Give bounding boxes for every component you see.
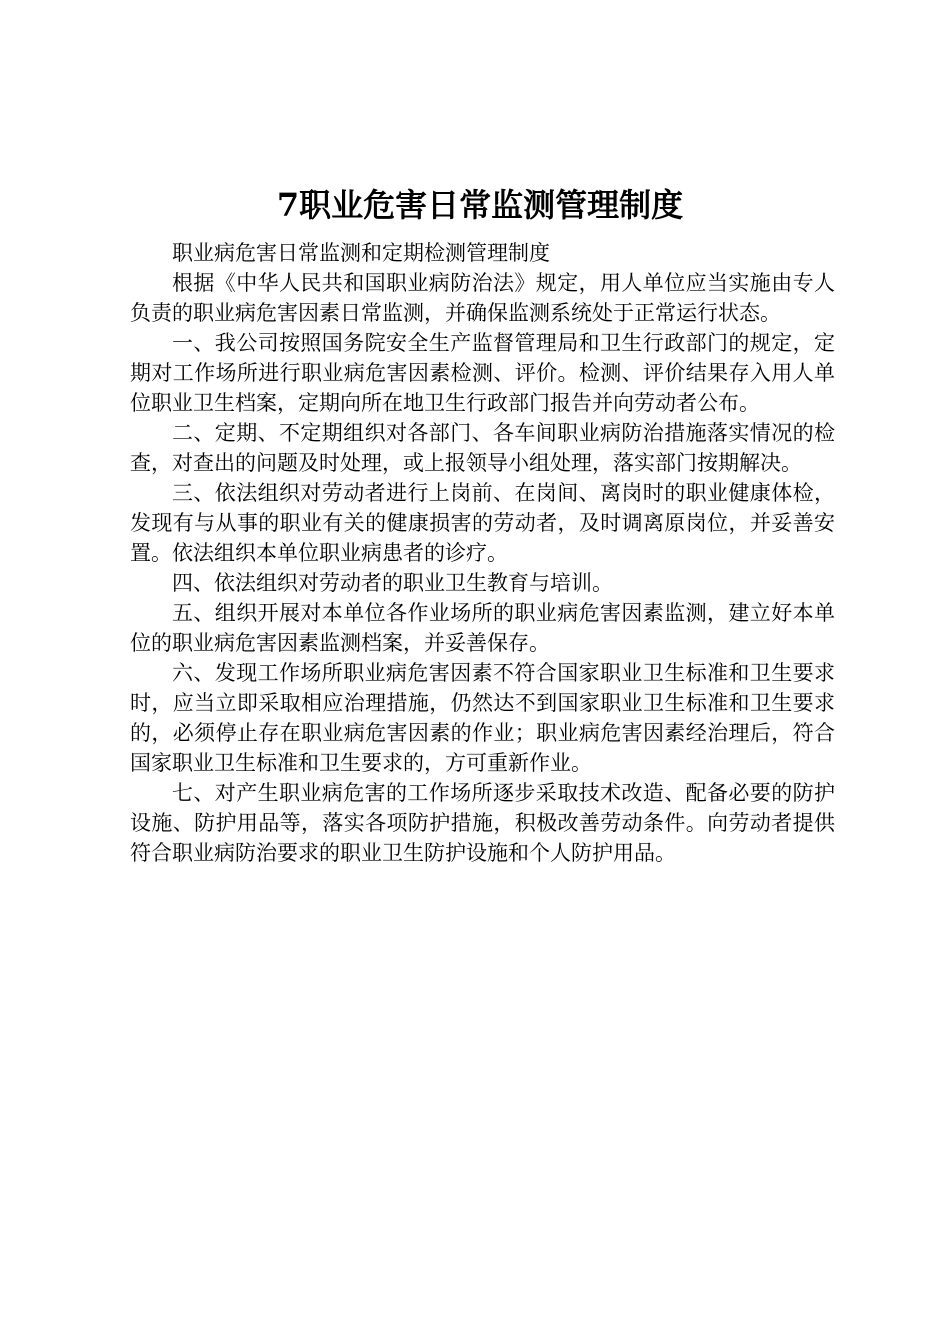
- paragraph-item-1: 一、我公司按照国务院安全生产监督管理局和卫生行政部门的规定，定期对工作场所进行职业病危害因素检测、评价。检测、评价结果存入用人单位职业卫生档案，定期向所在地卫生行政部门报告并向劳动者公布。: [130, 331, 835, 415]
- paragraph-item-4: 四、依法组织对劳动者的职业卫生教育与培训。: [172, 571, 613, 595]
- document-title: 7职业危害日常监测管理制度: [276, 186, 684, 224]
- document-body: [130, 238, 835, 868]
- paragraph-item-2: 二、定期、不定期组织对各部门、各车间职业病防治措施落实情况的检查，对查出的问题及时处理，或上报领导小组处理，落实部门按期解决。: [130, 421, 835, 475]
- paragraph-intro: 根据《中华人民共和国职业病防治法》规定，用人单位应当实施由专人负责的职业病危害因素日常监测，并确保监测系统处于正常运行状态。: [130, 271, 835, 325]
- paragraph-item-5: 五、组织开展对本单位各作业场所的职业病危害因素监测，建立好本单位的职业病危害因素监测档案，并妥善保存。: [130, 601, 835, 655]
- paragraph-item-7: 七、对产生职业病危害的工作场所逐步采取技术改造、配备必要的防护设施、防护用品等，落实各项防护措施，积极改善劳动条件。向劳动者提供符合职业病防治要求的职业卫生防护设施和个人防护用品。: [130, 781, 835, 865]
- paragraph-item-3: 三、依法组织对劳动者进行上岗前、在岗间、离岗时的职业健康体检，发现有与从事的职业有关的健康损害的劳动者，及时调离原岗位，并妥善安置。依法组织本单位职业病患者的诊疗。: [130, 481, 835, 565]
- paragraph-item-6: 六、发现工作场所职业病危害因素不符合国家职业卫生标准和卫生要求时，应当立即采取相应治理措施，仍然达不到国家职业卫生标准和卫生要求的，必须停止存在职业病危害因素的作业；职业病危害因素经治理后，符合国家职业卫生标准和卫生要求的，方可重新作业。: [130, 661, 835, 775]
- paragraph-subtitle: 职业病危害日常监测和定期检测管理制度: [172, 241, 550, 265]
